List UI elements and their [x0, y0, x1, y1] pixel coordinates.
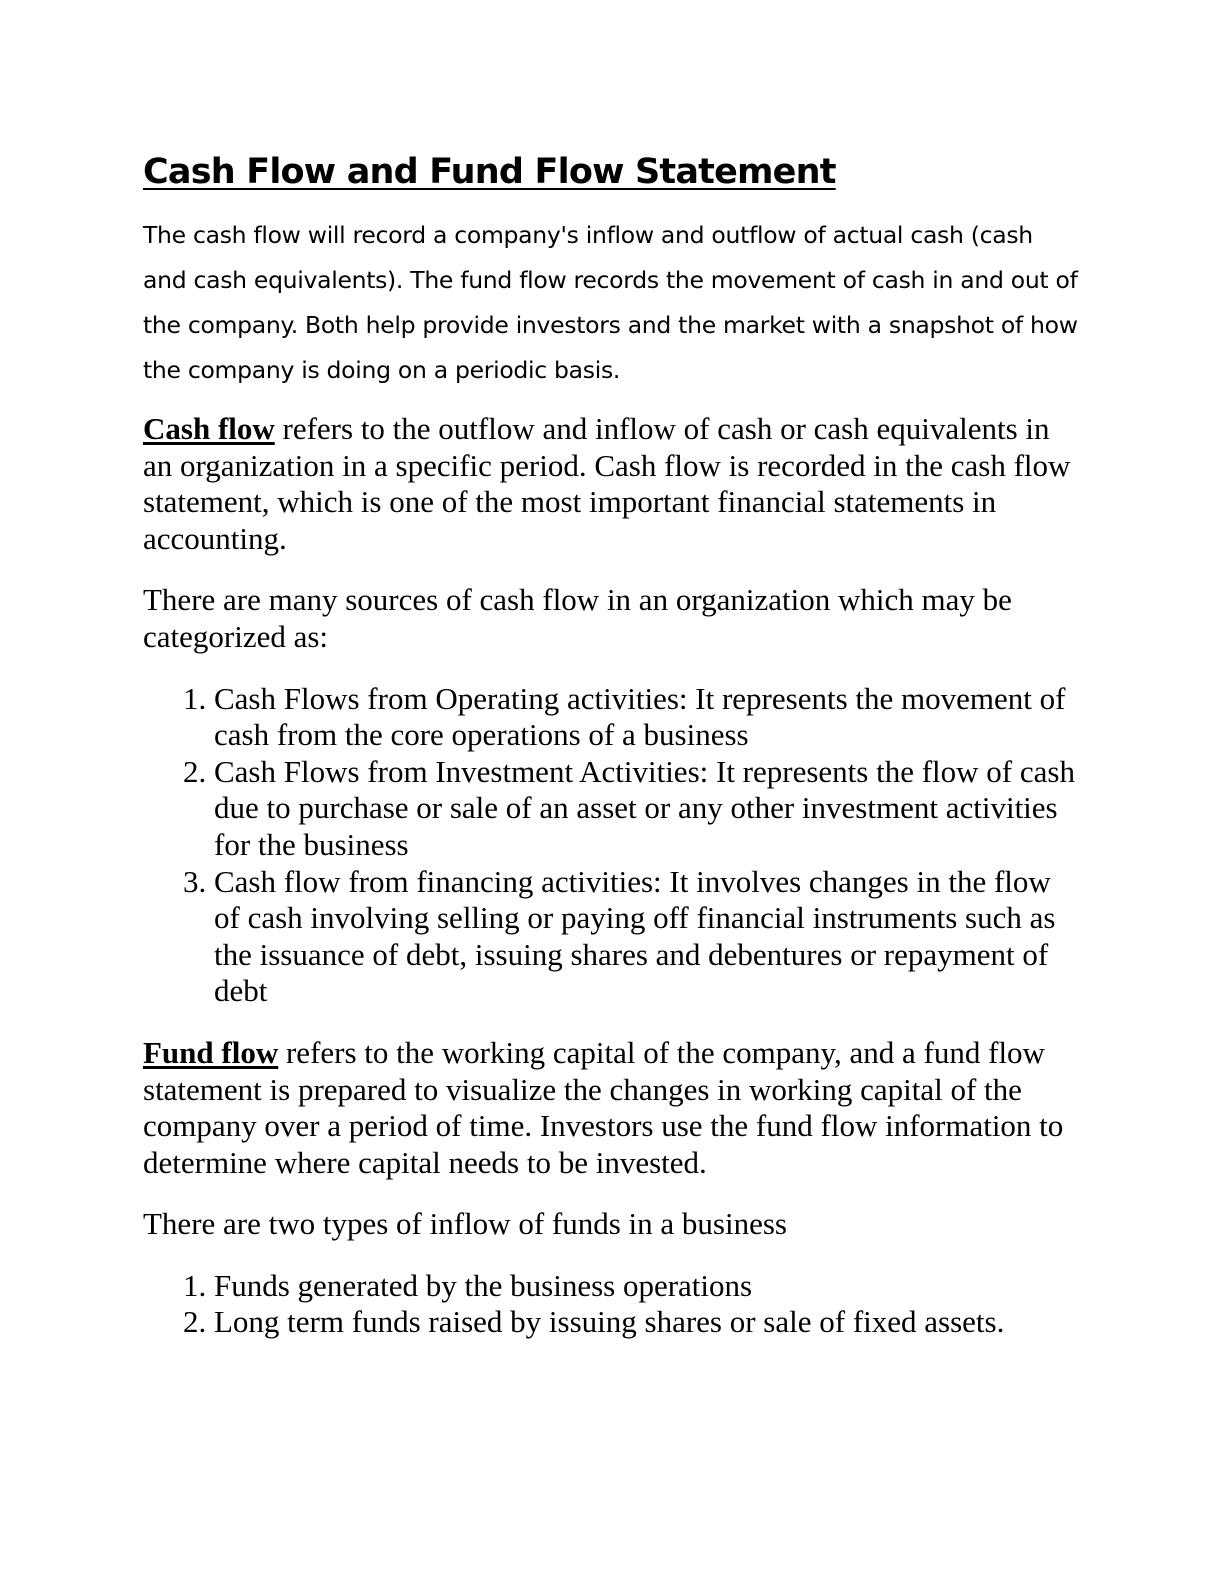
cash-flow-definition	[143, 411, 1078, 557]
cash-flow-term: Cash flow	[143, 411, 275, 446]
list-item: 2. Cash Flows from Investment Activities: It represents the flow of cash due to purchase or sale of an asset or any other investment activities for the business	[214, 754, 1078, 864]
fund-flow-definition	[143, 1035, 1078, 1181]
list-item: 2. Long term funds raised by issuing shares or sale of fixed assets.	[214, 1304, 1078, 1341]
fund-flow-types-list	[143, 1268, 1078, 1341]
list-item: 1. Funds generated by the business operations	[214, 1268, 1078, 1305]
fund-flow-types-intro: There are two types of inflow of funds in a business	[143, 1206, 787, 1242]
cash-flow-sources-list	[143, 681, 1078, 1010]
fund-flow-term: Fund flow	[143, 1034, 279, 1070]
document-title: Cash Flow and Fund Flow Statement	[143, 152, 836, 192]
fund-flow-definition-text: refers to the working capital of the company, and a fund flow statement is prepared to visualize the changes in working capital of the company over a period of time. Investors use the fund flow information to determine where capital needs to be invested.	[143, 1034, 1064, 1180]
cash-flow-definition-text: refers to the outflow and inflow of cash or cash equivalents in an organization in a specific period. Cash flow is recorded in the cash flow statement, which is one of the most important financial statements in accounting.	[143, 411, 1071, 556]
intro-paragraph: The cash flow will record a company's inflow and outflow of actual cash (cash and cash equivalents). The fund flow records the movement of cash in and out of the company. Both help provide investors and the market with a snapshot of how the company is doing on a periodic basis.	[143, 221, 1078, 384]
list-item: 1. Cash Flows from Operating activities: It represents the movement of cash from the core operations of a business	[214, 681, 1078, 754]
cash-flow-sources-intro: There are many sources of cash flow in an organization which may be categorized as:	[143, 582, 1012, 654]
list-item: 3. Cash flow from financing activities: It involves changes in the flow of cash involving selling or paying off financial instruments such as the issuance of debt, issuing shares and debentures or repayment of debt	[214, 864, 1078, 1010]
document-page	[143, 146, 1078, 1366]
